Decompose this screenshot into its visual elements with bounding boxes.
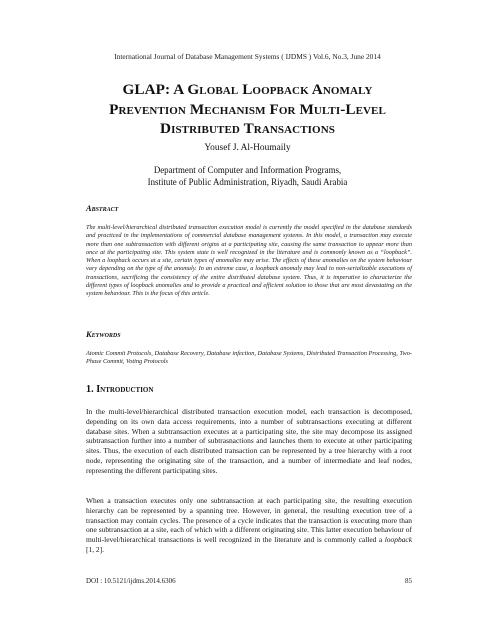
journal-header: International Journal of Database Management Systems ( IJDMS ) Vol.6, No.3, June 2014 xyxy=(114,52,381,61)
affiliation xyxy=(0,164,495,188)
page-number: 85 xyxy=(405,577,412,585)
abstract-text: The multi-level/hierarchical distributed transaction execution model is currently the model specified in the database standards and practiced in the implementations of commercial database management systems. In this model, a transaction may execute more than one subtransaction with different origins at a participating site, causing the same transaction to appear more than once at the participating site. This system state is well recognized in the literature and is commonly known as a “loopback”. When a loopback occurs at a site, certain types of anomalies may arise. The effects of these anomalies on the system behaviour vary depending on the type of the anomaly. In an extreme case, a loopback anomaly may lead to non-serializable executions of transactions, sacrificing the consistency of the entire distributed database system. Thus, it is imperative to characterize the different types of loopback anomalies and to provide a practical and efficient solution to those that are most devastating on the system behaviour. This is the focus of this article. xyxy=(86,224,412,297)
title-line-2: Prevention Mechanism For Multi-Level xyxy=(109,100,386,118)
footer-doi: DOI : 10.5121/ijdms.2014.6306 xyxy=(86,577,176,585)
keywords-heading: Keywords xyxy=(86,330,121,339)
loopback-term: loopback xyxy=(384,535,412,545)
abstract-heading: Abstract xyxy=(86,204,119,213)
paragraph-2-text: When a transaction executes only one subtransaction at each participating site, the resulting execution hierarchy can be represented by a spanning tree. However, in general, the resulting execution tree of a transaction may contain cycles. The presence of a cycle indicates that the transaction is executing more than one subtransaction at a site, each of which with a different originating site. This latter execution behaviour of multi-level/hierarchical transactions is well recognized in the literature and is commonly called a xyxy=(86,496,412,545)
author-name: Yousef J. Al-Houmaily xyxy=(204,143,291,153)
title-line-3: Distributed Transactions xyxy=(160,120,335,137)
citation-ref: [1, 2]. xyxy=(86,544,104,554)
affiliation-line-2: Institute of Public Administration, Riyadh, Saudi Arabia xyxy=(147,177,348,187)
title-line-1: GLAP: A Global Loopback Anomaly xyxy=(122,81,373,98)
introduction-paragraph-1: In the multi-level/hierarchical distributed transaction execution model, each transaction is decomposed, depending on its own data access requirements, into a number of subtransactions executing at different database sites. When a subtransaction executes at a participating site, the site may decompose its assigned subtransaction further into a number of subtrasnactions and launches them to execute at other participating sites. Thus, the execution of each distributed transaction can be represented by a tree hierarchy with a root node, representing the originating site of the transaction, and a number of intermediate and leaf nodes, representing the different participating sites. xyxy=(86,407,412,475)
introduction-paragraph-2 xyxy=(86,496,412,555)
introduction-heading: 1. Introduction xyxy=(86,384,154,395)
affiliation-line-1: Department of Computer and Information Programs, xyxy=(153,165,342,175)
paper-title xyxy=(40,80,455,139)
keywords-text: Atomic Commit Protocols, Database Recovery, Database infection, Database Systems, Distributed Transaction Processing, Two-Phase Commit, Voting Protocols xyxy=(86,350,412,366)
